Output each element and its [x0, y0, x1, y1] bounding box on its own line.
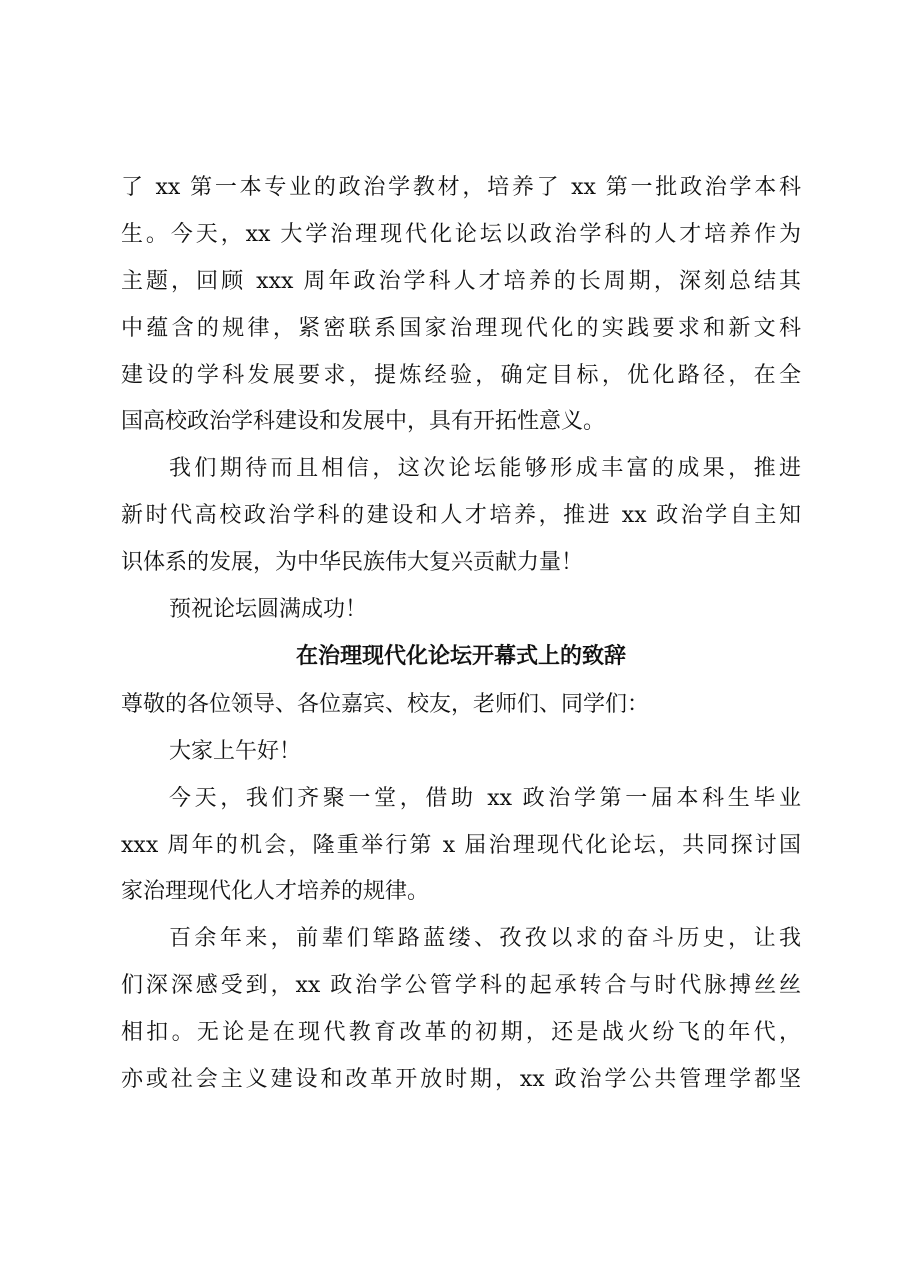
paragraph-line: 新时代高校政治学科的建设和人才培养，推进 xx 政治学自主知: [121, 503, 801, 529]
salutation: 尊敬的各位领导、各位嘉宾、校友，老师们、同学们：: [121, 691, 650, 717]
paragraph-2: [121, 449, 801, 590]
paragraph-line: 主题，回顾 xxx 周年政治学科人才培养的长周期，深刻总结其: [121, 268, 801, 294]
paragraph-line: 们深深感受到，xx 政治学公管学科的起承转合与时代脉搏丝丝: [121, 973, 801, 999]
paragraph-1: [121, 168, 801, 449]
paragraph-3: [121, 590, 801, 637]
paragraph-4: [121, 779, 801, 920]
paragraph-line: 亦或社会主义建设和改革开放时期，xx 政治学公共管理学都坚: [121, 1067, 801, 1093]
speech-title: 在治理现代化论坛开幕式上的致辞: [295, 643, 626, 669]
paragraph-line: 国高校政治学科建设和发展中，具有开拓性意义。: [121, 409, 606, 435]
paragraph-line: 今天，我们齐聚一堂，借助 xx 政治学第一届本科生毕业: [169, 785, 801, 811]
paragraph-line: 我们期待而且相信，这次论坛能够形成丰富的成果，推进: [169, 456, 801, 482]
document-page: [121, 168, 801, 1107]
paragraph-line: 中蕴含的规律，紧密联系国家治理现代化的实践要求和新文科: [121, 315, 801, 341]
greeting: 大家上午好！: [169, 738, 302, 764]
paragraph-line: 生。今天，xx 大学治理现代化论坛以政治学科的人才培养作为: [121, 221, 801, 247]
paragraph-line: 百余年来，前辈们筚路蓝缕、孜孜以求的奋斗历史，让我: [169, 926, 801, 952]
paragraph-5: [121, 919, 801, 1107]
paragraph-line: 了 xx 第一本专业的政治学教材，培养了 xx 第一批政治学本科: [121, 175, 801, 200]
paragraph-line: 建设的学科发展要求，提炼经验，确定目标，优化路径，在全: [121, 362, 801, 388]
paragraph-line: 识体系的发展，为中华民族伟大复兴贡献力量！: [121, 550, 584, 576]
paragraph-line: 预祝论坛圆满成功！: [169, 597, 368, 623]
paragraph-line: 家治理现代化人才培养的规律。: [121, 879, 430, 905]
paragraph-line: 相扣。无论是在现代教育改革的初期，还是战火纷飞的年代，: [121, 1020, 801, 1046]
paragraph-line: xxx 周年的机会，隆重举行第 x 届治理现代化论坛，共同探讨国: [121, 832, 801, 858]
